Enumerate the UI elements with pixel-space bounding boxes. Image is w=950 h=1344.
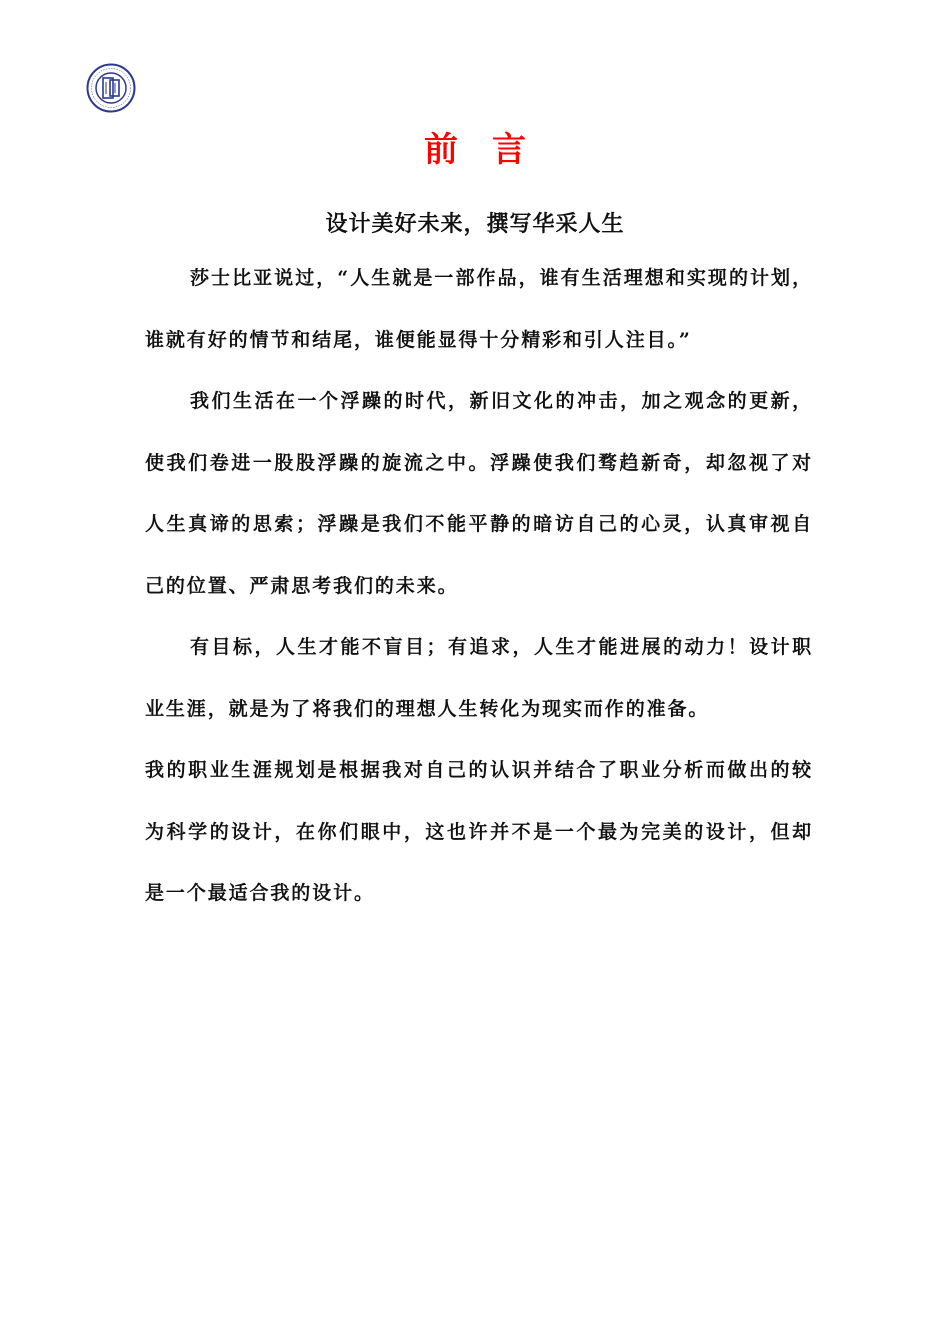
body-text	[145, 248, 813, 925]
page-subtitle: 设计美好未来，撰写华采人生	[325, 211, 625, 237]
page-title: 前言	[424, 130, 560, 170]
paragraph-3: 有目标，人生才能不盲目；有追求，人生才能进展的动力！设计职业生涯，就是为了将我们的理想人生转化为现实而作的准备。	[145, 636, 813, 720]
university-seal-logo	[86, 63, 136, 113]
paragraph-4: 我的职业生涯规划是根据我对自己的认识并结合了职业分析而做出的较为科学的设计，在你们眼中，这也许并不是一个最为完美的设计，但却是一个最适合我的设计。	[145, 759, 813, 904]
seal-icon	[86, 63, 136, 113]
paragraph-2: 我们生活在一个浮躁的时代，新旧文化的冲击，加之观念的更新，使我们卷进一股股浮躁的旋流之中。浮躁使我们骛趋新奇，却忽视了对人生真谛的思索；浮躁是我们不能平静的暗访自己的心灵，认真审视自己的位置、严肃思考我们的未来。	[145, 390, 813, 597]
paragraph-1: 莎士比亚说过，“人生就是一部作品，谁有生活理想和实现的计划，谁就有好的情节和结尾，谁便能显得十分精彩和引人注目。”	[145, 267, 813, 351]
